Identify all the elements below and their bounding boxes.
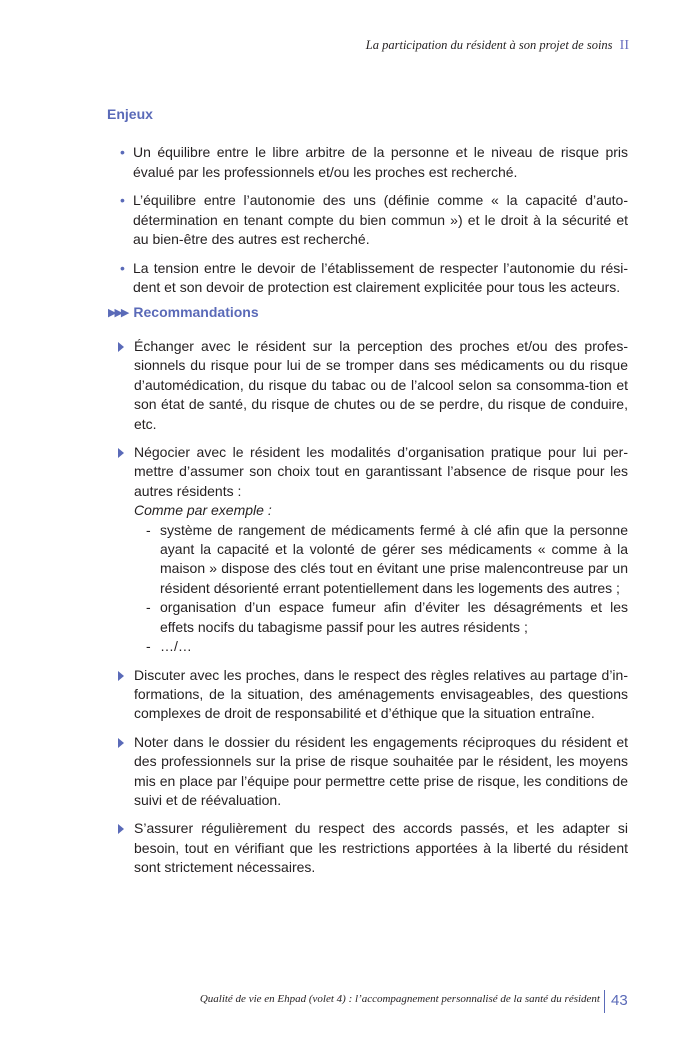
triple-arrow-icon: ▶▶▶: [108, 306, 128, 319]
recommandation-item: Discuter avec les proches, dans le respect des règles relatives au partage d’in-formations, de la situation, des aménagements envisageables, des questions complexes de droit de responsabilité et d’éthique que la situation entraîne.: [118, 666, 628, 724]
running-header: [366, 38, 629, 54]
example-list: [134, 521, 628, 657]
bullet-icon: •: [120, 259, 125, 276]
running-title: La participation du résident à son projet de soins: [365, 38, 613, 52]
page-number: 43: [611, 992, 628, 1009]
recommandation-item: S’assurer régulièrement du respect des accords passés, et les adapter si besoin, tout en vérifiant que les restrictions apportées à la liberté du résident sont strictement nécessaires.: [118, 819, 628, 877]
triangle-bullet-icon: [118, 738, 124, 748]
triangle-bullet-icon: [118, 824, 124, 834]
bullet-icon: •: [120, 192, 125, 208]
recommandation-item: Négocier avec le résident les modalités d’organisation pratique pour lui per-mettre d’assumer son choix tout en garantissant l’absence de risque pour les autres résidents : Comme par exemple : - système de rangement de médicaments fermé à clé afin que la personne ayant la capacité et la volonté de gérer ses médicaments « comme à la maison » dispose des clés tout en évitant une prise malencontreuse par un résident désorienté errant potentiellement dans les logements des autres ; - organisation d’un espace fumeur afin d’éviter les désagréments et les effets nocifs du tabagisme passif pour les autres résidents ; - …/…: [118, 443, 628, 656]
triangle-bullet-icon: [118, 342, 124, 352]
example-item: - organisation d’un espace fumeur afin d’éviter les désagréments et les effets nocifs du tabagisme passif pour les autres résidents ;: [146, 599, 628, 635]
enjeux-item: • La tension entre le devoir de l’établissement de respecter l’autonomie du rési-dent et son devoir de protection est clairement explicitée pour tous les acteurs.: [120, 259, 628, 295]
footer-title: Qualité de vie en Ehpad (volet 4) : l’accompagnement personnalisé de la santé du résident: [199, 993, 600, 1005]
recommandations-list: [118, 337, 628, 887]
footer-divider: [604, 990, 605, 1013]
bullet-icon: •: [120, 144, 125, 160]
chapter-number: II: [619, 38, 629, 53]
example-item: - …/…: [146, 638, 192, 655]
example-item: - système de rangement de médicaments fermé à clé afin que la personne ayant la capacité et la volonté de gérer ses médicaments « comme à la maison » dispose des clés tout en évitant une prise malencontreuse par un résident désorienté errant potentiellement dans les logements des autres ;: [146, 521, 628, 596]
section-title-recommandations: Recommandations: [133, 304, 259, 320]
enjeux-item: • L’équilibre entre l’autonomie des uns (définie comme « la capacité d’auto-détermination en tenant compte du bien commun ») et le droit à la sécurité et au bien-être des autres est recherché.: [120, 192, 628, 247]
enjeux-list: [120, 143, 628, 307]
triangle-bullet-icon: [118, 671, 124, 681]
recommandations-heading: [108, 304, 259, 320]
triangle-bullet-icon: [118, 448, 124, 458]
section-title-enjeux: Enjeux: [107, 106, 153, 122]
recommandation-item: Noter dans le dossier du résident les engagements réciproques du résident et des professionnels sur la prise de risque souhaitée par le résident, les moyens mis en place par l’équipe pour permettre cette prise de risque, les conditions de suivi et de réévaluation.: [118, 733, 628, 811]
recommandation-item: Échanger avec le résident sur la perception des proches et/ou des profes-sionnels du risque pour lui de se tromper dans ses médicaments ou du risque d’automédication, du risque du tabac ou de l’alcool selon sa consomma-tion et son état de santé, du risque de chutes ou de se perdre, du risque de conduire, etc.: [118, 337, 628, 434]
example-intro: Comme par exemple :: [134, 502, 272, 519]
enjeux-item: • Un équilibre entre le libre arbitre de la personne et le niveau de risque pris évalué par les professionnels et/ou les proches est recherché.: [120, 144, 628, 180]
